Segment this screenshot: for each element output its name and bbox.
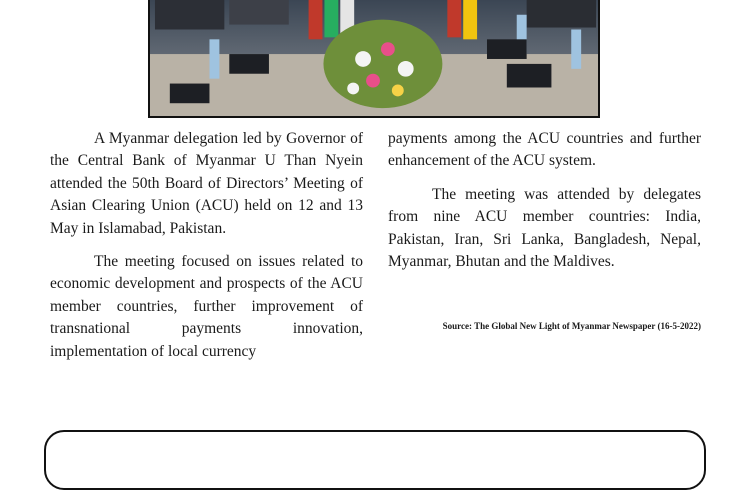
source-credit: Source: The Global New Light of Myanmar Newspaper (16-5-2022) <box>442 321 701 331</box>
meeting-photo-icon <box>150 0 598 116</box>
meeting-photo <box>148 0 600 118</box>
article-paragraph: The meeting focused on issues related to economic development and prospects of the ACU member countries, further improvement of transnational payments innovation, implementation of local currency <box>50 253 363 360</box>
article-paragraph: A Myanmar delegation led by Governor of the Central Bank of Myanmar U Than Nyein attended the 50th Board of Directors’ Meeting of Asian Clearing Union (ACU) held on 12 and 13 May in Islamabad, Pakistan. <box>50 130 363 237</box>
article-right-column <box>388 128 701 284</box>
bottom-rounded-frame <box>44 430 706 490</box>
article-left-column <box>50 128 363 374</box>
article-paragraph: The meeting was attended by delegates from nine ACU member countries: India, Pakistan, Iran, Sri Lanka, Bangladesh, Nepal, Myanmar, Bhutan and the Maldives. <box>388 185 701 271</box>
article-paragraph: payments among the ACU countries and further enhancement of the ACU system. <box>388 130 701 170</box>
